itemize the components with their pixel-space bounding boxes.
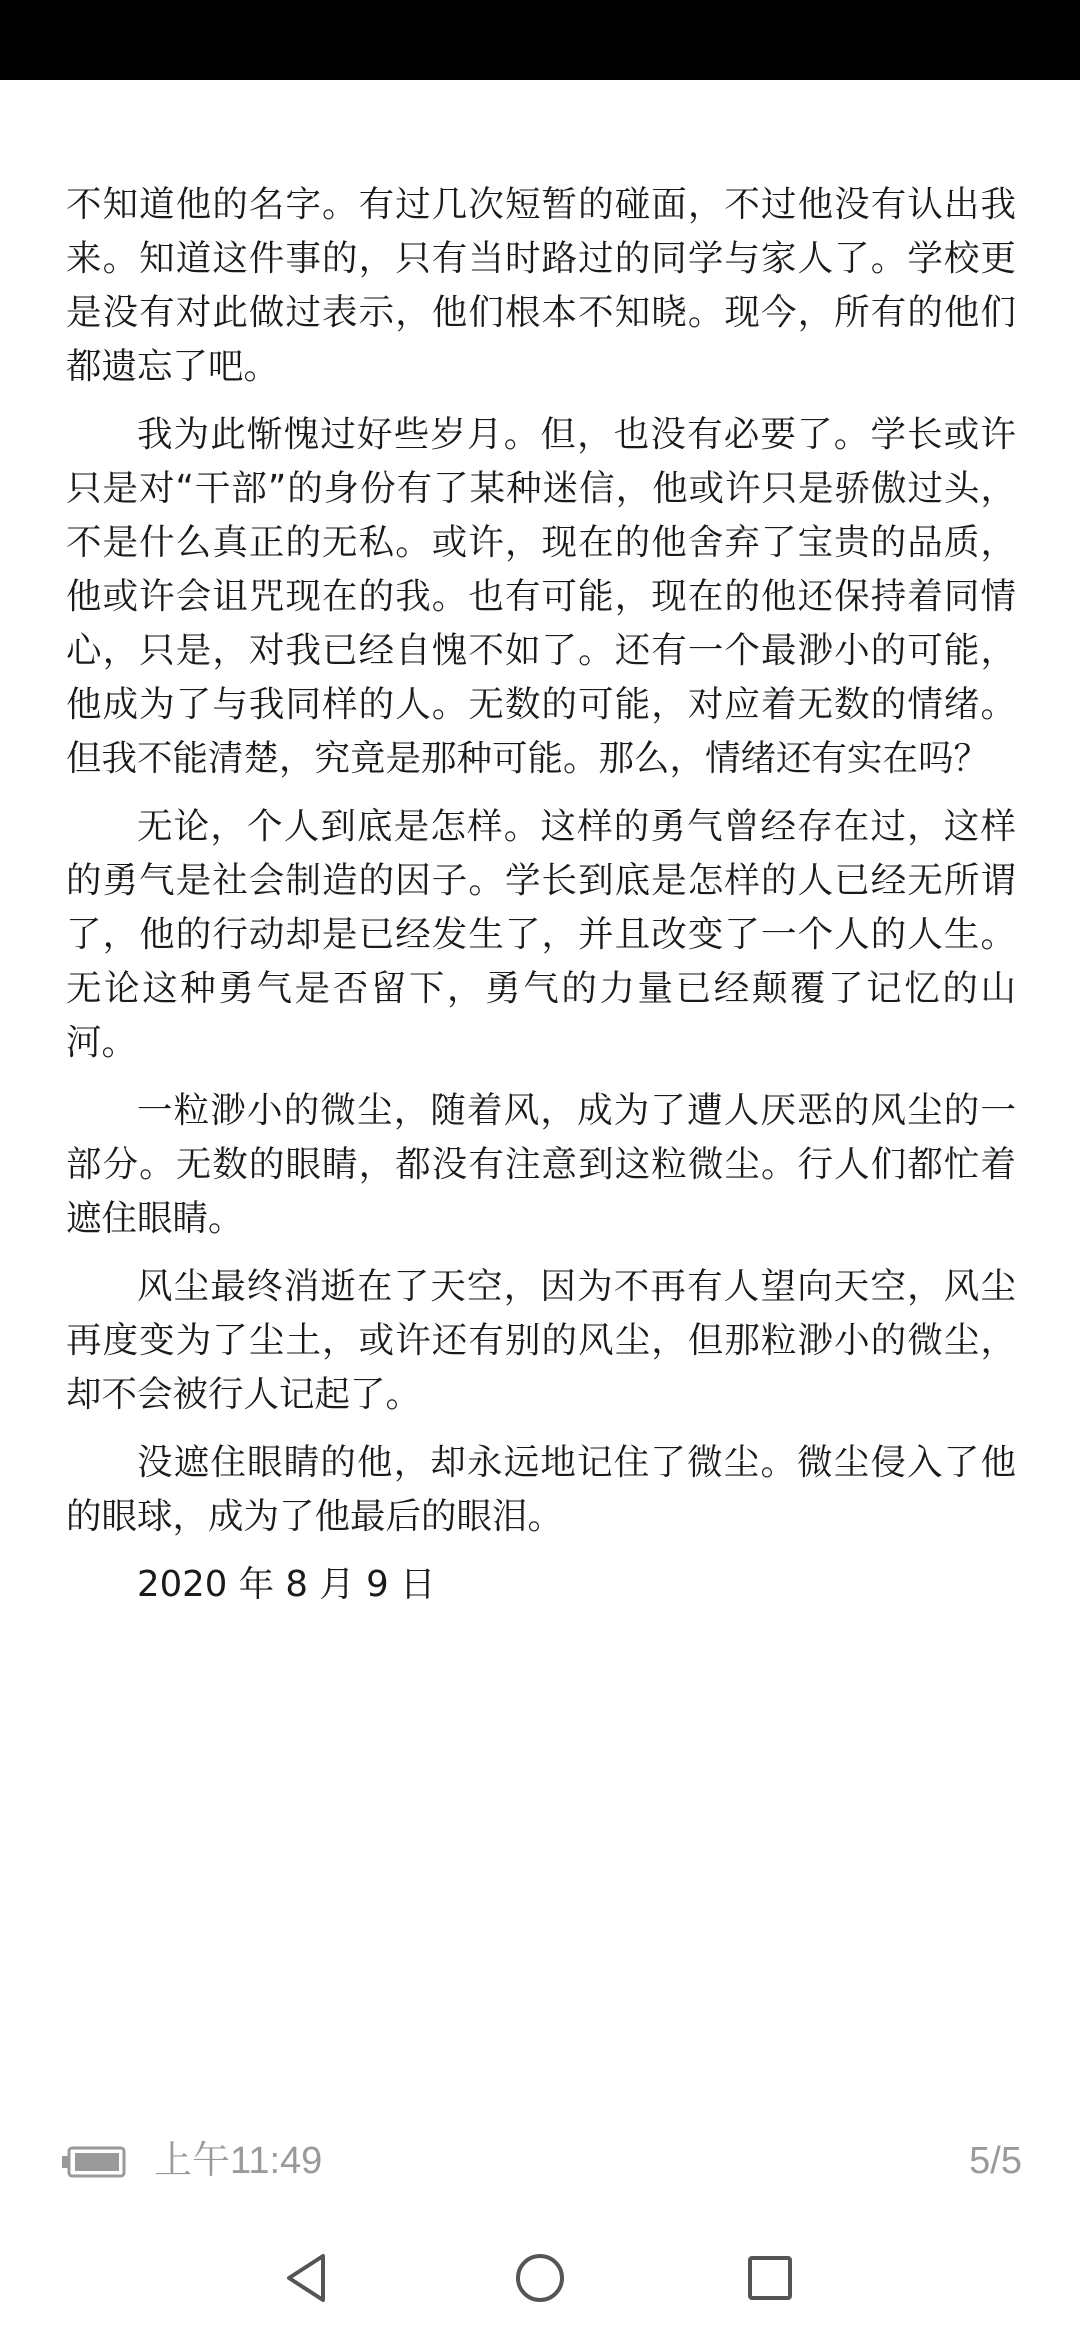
back-triangle-icon[interactable]	[277, 2246, 341, 2310]
paragraph: 我为此惭愧过好些岁月。但，也没有必要了。学长或许只是对“干部”的身份有了某种迷信，他或许只是骄傲过头，不是什么真正的无私。或许，现在的他舍弃了宝贵的品质，他或许会诅咒现在的我。也有可能，现在的他还保持着同情心，只是，对我已经自愧不如了。还有一个最渺小的可能，他成为了与我同样的人。无数的可能，对应着无数的情绪。但我不能清楚，究竟是那种可能。那么，情绪还有实在吗？	[66, 414, 1016, 779]
navigation-bar	[0, 2224, 1080, 2340]
home-circle-icon[interactable]	[508, 2246, 572, 2310]
page-indicator: 5/5	[969, 2140, 1022, 2182]
paragraph: 不知道他的名字。有过几次短暂的碰面，不过他没有认出我来。知道这件事的，只有当时路过的同学与家人了。学校更是没有对此做过表示，他们根本不知晓。现今，所有的他们都遗忘了吧。	[66, 184, 1016, 387]
reader-content	[66, 178, 1016, 1612]
paragraph: 风尘最终消逝在了天空，因为不再有人望向天空，风尘再度变为了尘土，或许还有别的风尘，但那粒渺小的微尘，却不会被行人记起了。	[66, 1266, 1016, 1415]
date-line: 2020 年 8 月 9 日	[137, 1564, 436, 1605]
paragraph: 无论，个人到底是怎样。这样的勇气曾经存在过，这样的勇气是社会制造的因子。学长到底是怎样的人已经无所谓了，他的行动却是已经发生了，并且改变了一个人的人生。无论这种勇气是否留下，勇气的力量已经颠覆了记忆的山河。	[66, 806, 1016, 1063]
recent-square-icon[interactable]	[738, 2246, 802, 2310]
status-bar	[0, 0, 1080, 80]
reader-footer	[62, 2134, 1022, 2190]
clock-time: 上午11:49	[154, 2140, 323, 2182]
battery-icon	[62, 2145, 126, 2177]
paragraph: 没遮住眼睛的他，却永远地记住了微尘。微尘侵入了他的眼球，成为了他最后的眼泪。	[66, 1442, 1016, 1537]
paragraph: 一粒渺小的微尘，随着风，成为了遭人厌恶的风尘的一部分。无数的眼睛，都没有注意到这粒微尘。行人们都忙着遮住眼睛。	[66, 1090, 1016, 1239]
